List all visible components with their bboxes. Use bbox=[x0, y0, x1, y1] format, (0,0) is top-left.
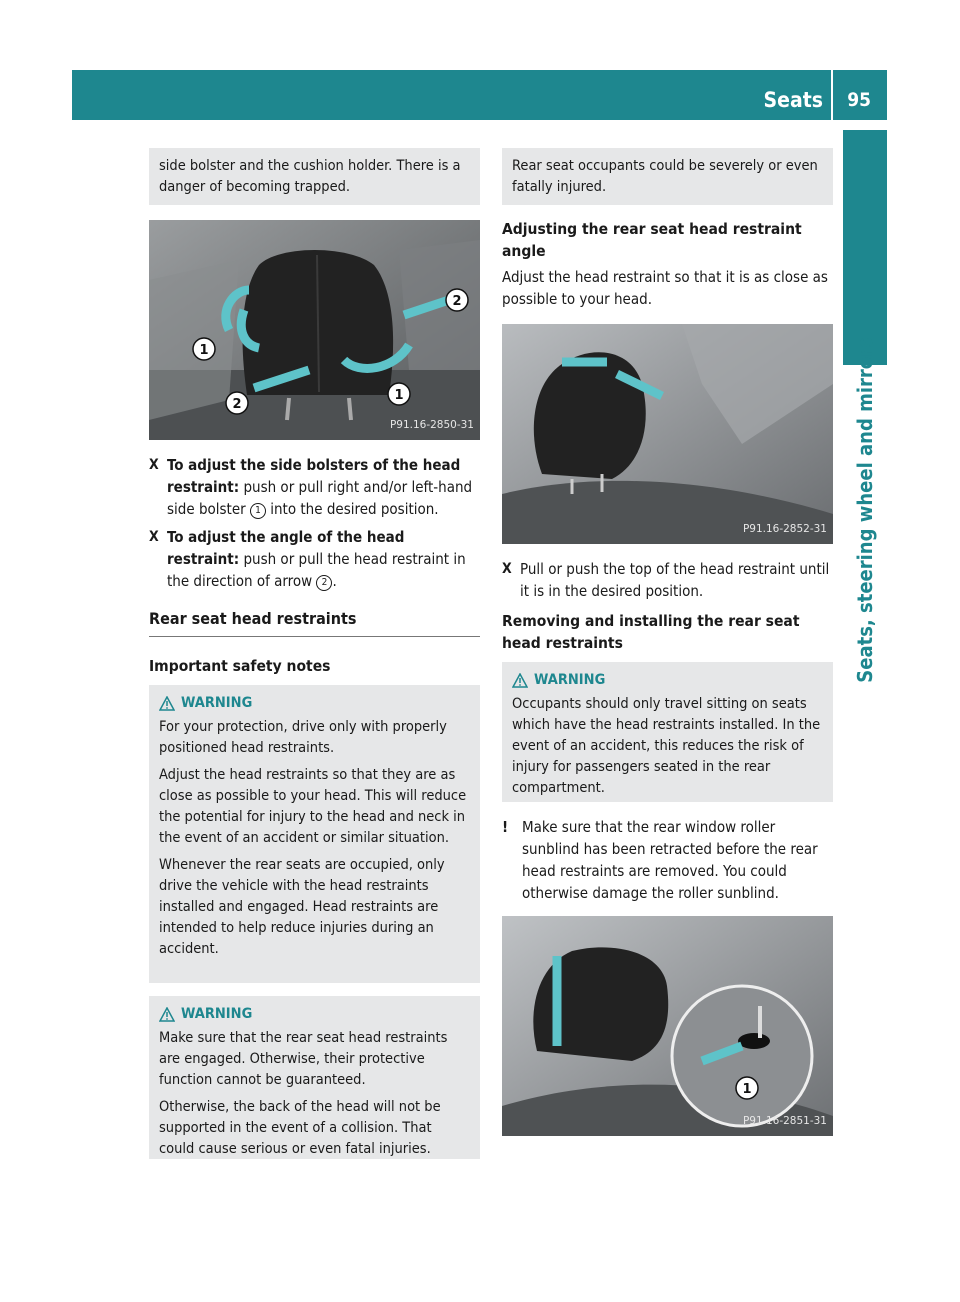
warning-paragraph: For your protection, drive only with properly positioned head restraints. bbox=[159, 719, 447, 756]
warning-triangle-icon bbox=[159, 696, 175, 711]
step-pull-push bbox=[502, 558, 833, 602]
warning-paragraph: Occupants should only travel sitting on seats which have the head restraints installed. In the event of an accident, this reduces the risk of injury for passengers seated in the rear compartment. bbox=[512, 696, 821, 796]
callout-2-bottom: 2 bbox=[232, 397, 242, 412]
page-title: Seats bbox=[763, 88, 823, 112]
left-column bbox=[149, 148, 480, 1159]
callout-1-bottom: 1 bbox=[394, 388, 404, 403]
side-tab-label: Seats, steering wheel and mirrors bbox=[853, 337, 877, 683]
subheading: Important safety notes bbox=[149, 657, 331, 675]
detail-circle bbox=[672, 986, 812, 1126]
heading-remove: Removing and installing the rear seat head restraints bbox=[502, 612, 800, 652]
step-angle: X To adjust the angle of the head restraint: push or pull the head restraint in the direction of arrow 2 . bbox=[149, 528, 466, 590]
warning-header bbox=[159, 1004, 470, 1025]
angle-text: Adjust the head restraint so that it is as close as possible to your head. bbox=[502, 268, 828, 308]
figure-head-restraint-removal bbox=[502, 916, 833, 1136]
callout-1-removal: 1 bbox=[742, 1082, 752, 1097]
warning-continued-text: Rear seat occupants could be severely or even fatally injured. bbox=[512, 158, 818, 195]
heading-angle: Adjusting the rear seat head restraint angle bbox=[502, 220, 802, 260]
callout-2-right: 2 bbox=[452, 294, 462, 309]
step-marker: X bbox=[502, 561, 512, 577]
warning-continued-text: side bolster and the cushion holder. There is a danger of becoming trapped. bbox=[159, 158, 461, 195]
figure-head-restraint-front bbox=[149, 220, 480, 440]
section-heading: Rear seat head restraints bbox=[149, 608, 480, 637]
head-restraint-angle-illustration bbox=[502, 324, 833, 544]
note-icon: ! bbox=[502, 818, 509, 836]
callout-1-left: 1 bbox=[199, 343, 209, 358]
step-marker: X bbox=[149, 529, 159, 545]
warning-box-3 bbox=[502, 662, 833, 802]
warning-continued-box bbox=[149, 148, 480, 205]
warning-box-2 bbox=[149, 996, 480, 1159]
callout-2-inline: 2 bbox=[316, 575, 332, 591]
warning-paragraph: Make sure that the rear seat head restraints are engaged. Otherwise, their protective function cannot be guaranteed. bbox=[159, 1030, 448, 1088]
head-restraint-illustration bbox=[149, 220, 480, 440]
warning-box-1 bbox=[149, 685, 480, 983]
side-tab bbox=[843, 130, 887, 1230]
header-divider bbox=[831, 70, 833, 120]
warning-triangle-icon bbox=[159, 1007, 175, 1022]
warning-header bbox=[159, 693, 470, 714]
left-steps bbox=[149, 454, 480, 592]
figure2-code: P91.16-2852-31 bbox=[742, 523, 827, 535]
step-side-bolsters: X To adjust the side bolsters of the head restraint: push or pull right and/or left-hand side bolster 1 into the desired position. bbox=[149, 456, 473, 518]
page-header bbox=[72, 70, 887, 120]
warning-paragraph: Adjust the head restraints so that they are as close as possible to your head. This will reduce the potential for injury to the head and neck in the event of an accident or similar situation. bbox=[159, 767, 467, 846]
warning-header bbox=[512, 670, 823, 691]
right-column bbox=[502, 148, 833, 1136]
figure1-code: P91.16-2850-31 bbox=[389, 419, 474, 431]
note-roller-sunblind bbox=[502, 816, 833, 904]
callout-1-inline: 1 bbox=[250, 503, 266, 519]
page-number: 95 bbox=[847, 89, 871, 111]
note-text: Make sure that the rear window roller sunblind has been retracted before the rear head restraints are removed. You could otherwise damage the roller sunblind. bbox=[522, 818, 818, 902]
figure-head-restraint-angle bbox=[502, 324, 833, 544]
warning-label: WARNING bbox=[534, 672, 606, 688]
figure3-code: P91.16-2851-31 bbox=[742, 1115, 827, 1127]
step-text: Pull or push the top of the head restraint until it is in the desired position. bbox=[520, 560, 830, 600]
step-marker: X bbox=[149, 457, 159, 473]
head-restraint-removal-illustration bbox=[502, 916, 833, 1136]
warning-label: WARNING bbox=[181, 1006, 253, 1022]
side-tab-block bbox=[843, 130, 887, 365]
warning-continued-box bbox=[502, 148, 833, 205]
warning-paragraph: Whenever the rear seats are occupied, only drive the vehicle with the head restraints installed and engaged. Head restraints are intended to help reduce injuries during an accident. bbox=[159, 857, 445, 957]
warning-paragraph: Otherwise, the back of the head will not be supported in the event of a collision. That could cause serious or even fatal injuries. bbox=[159, 1099, 441, 1157]
warning-label: WARNING bbox=[181, 695, 253, 711]
warning-triangle-icon bbox=[512, 673, 528, 688]
